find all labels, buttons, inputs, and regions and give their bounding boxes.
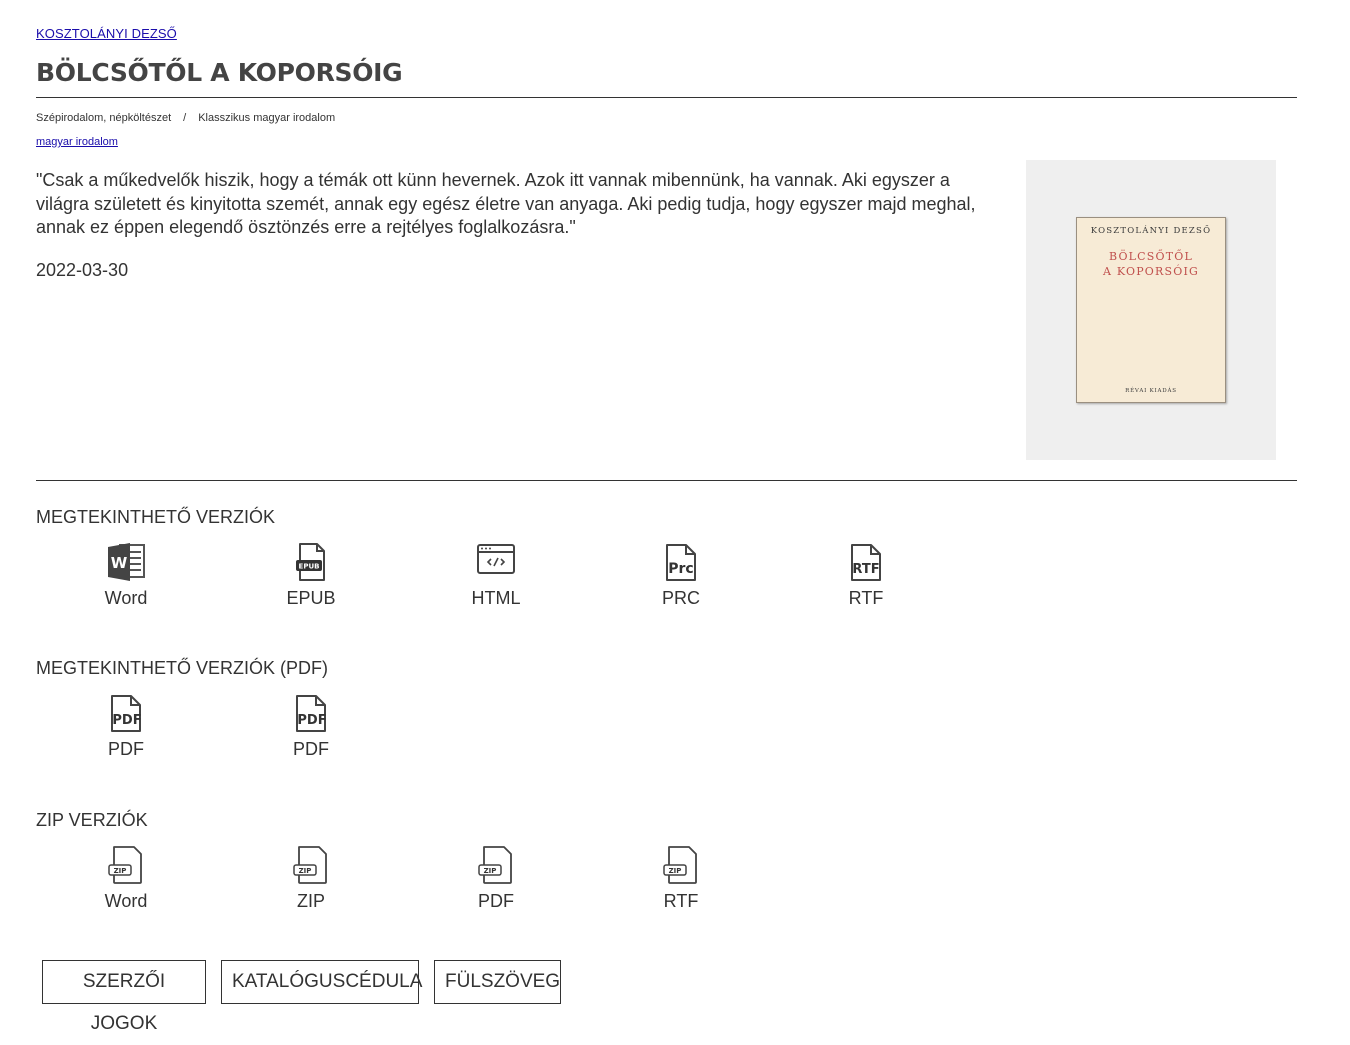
download-html[interactable] (446, 542, 546, 609)
cover-title-line1: BÖLCSŐTŐL (1108, 250, 1194, 263)
page-title: BÖLCSŐTŐL A KOPORSÓIG (36, 58, 403, 87)
format-label: ZIP (296, 891, 325, 911)
html-icon (476, 542, 516, 582)
download-zip-zip[interactable] (261, 845, 361, 912)
pdf-icon (291, 693, 331, 733)
svg-text:RTF: RTF (852, 562, 880, 577)
word-icon (106, 542, 146, 582)
format-label: Word (104, 588, 148, 608)
zip-icon (106, 845, 146, 885)
download-pdf-2[interactable] (261, 693, 361, 760)
prc-icon (661, 542, 701, 582)
zip-icon (661, 845, 701, 885)
download-prc[interactable] (631, 542, 731, 609)
download-epub[interactable] (261, 542, 361, 609)
svg-text:ZIP: ZIP (298, 867, 312, 875)
format-label: RTF (663, 891, 699, 911)
publish-date: 2022-03-30 (36, 260, 129, 280)
pdf-versions-heading: MEGTEKINTHETŐ VERZIÓK (PDF) (36, 658, 329, 678)
svg-text:Prc: Prc (668, 561, 694, 577)
format-label: RTF (848, 588, 884, 608)
zip-icon (291, 845, 331, 885)
breadcrumb-separator: / (183, 112, 187, 124)
cover-container (1026, 160, 1276, 460)
zip-versions-heading: ZIP VERZIÓK (36, 810, 148, 830)
breadcrumb-item[interactable]: Klasszikus magyar irodalom (198, 112, 336, 124)
svg-text:EPUB: EPUB (298, 562, 320, 571)
format-label: PDF (108, 739, 144, 759)
svg-text:ZIP: ZIP (668, 867, 682, 875)
download-zip-word[interactable] (76, 845, 176, 912)
author-link[interactable]: KOSZTOLÁNYI DEZSŐ (36, 26, 177, 41)
format-label: Word (104, 891, 148, 911)
download-zip-rtf[interactable] (631, 845, 731, 912)
svg-text:PDF: PDF (112, 713, 142, 728)
rtf-icon (846, 542, 886, 582)
breadcrumb (36, 112, 335, 124)
format-label: EPUB (286, 588, 336, 608)
tag-link[interactable]: magyar irodalom (36, 136, 118, 148)
download-rtf[interactable] (816, 542, 916, 609)
format-label: PDF (478, 891, 514, 911)
book-cover[interactable] (1076, 217, 1226, 403)
cover-author: KOSZTOLÁNYI DEZSŐ (1090, 226, 1212, 236)
download-pdf-1[interactable] (76, 693, 176, 760)
download-zip-pdf[interactable] (446, 845, 546, 912)
svg-text:W: W (110, 554, 128, 572)
pdf-icon (106, 693, 146, 733)
download-word[interactable] (76, 542, 176, 609)
zip-icon (476, 845, 516, 885)
format-label: PDF (293, 739, 329, 759)
title-divider (36, 97, 1297, 98)
catalog-card-button[interactable]: KATALÓGUSCÉDULA (221, 960, 419, 1004)
svg-text:ZIP: ZIP (113, 867, 127, 875)
svg-text:PDF: PDF (297, 713, 327, 728)
format-label: PRC (661, 588, 700, 608)
book-description: "Csak a műkedvelők hiszik, hogy a témák ott künn hevernek. Azok itt vannak mibennünk, ha vannak. Aki egyszer a világra született és kinyitotta szemét, annak egy egész életre van anyaga. Aki pedig tudja, hogy egyszer majd meghal, annak ez éppen elegendő ösztönzés erre a rejtélyes foglalkozásra." (36, 170, 976, 237)
svg-text:ZIP: ZIP (483, 867, 497, 875)
section-divider (36, 480, 1297, 481)
cover-title-line2: A KOPORSÓIG (1103, 265, 1199, 278)
breadcrumb-item[interactable]: Szépirodalom, népköltészet (36, 112, 172, 124)
format-label: HTML (471, 588, 521, 608)
blurb-button[interactable]: FÜLSZÖVEG (434, 960, 561, 1004)
cover-publisher: RÉVAI KIADÁS (1125, 388, 1177, 394)
copyright-button[interactable]: SZERZŐI JOGOK (42, 960, 206, 1004)
epub-icon (291, 542, 331, 582)
viewable-versions-heading: MEGTEKINTHETŐ VERZIÓK (36, 507, 276, 527)
